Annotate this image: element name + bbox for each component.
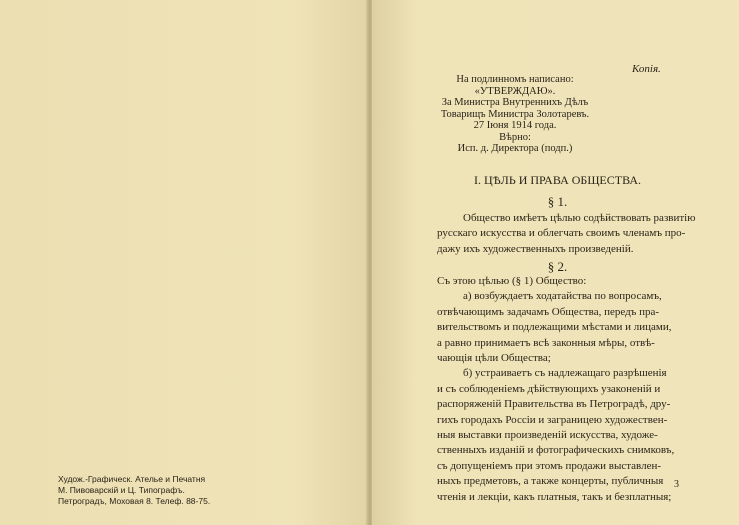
text-line: чтенія и лекціи, какъ платныя, такъ и безплатныя;	[437, 490, 672, 503]
copy-mark: Копія.	[632, 63, 661, 75]
approval-block	[410, 74, 620, 155]
paragraph-1-text	[437, 211, 695, 257]
paragraph-mark-1: § 1.	[547, 194, 568, 209]
text-line: б) устраиваетъ съ надлежащаго разрѣшенія	[463, 367, 667, 380]
text-line: вительствомъ и подлежащими мѣстами и лицами,	[437, 321, 672, 334]
text-line: русскаго искусства и облегчать своимъ членамъ про-	[437, 227, 686, 240]
paragraph-mark-2: § 2.	[547, 259, 568, 274]
approval-line: На подлинномъ написано:	[456, 74, 574, 85]
text-line: ныхъ предметовъ, а также концерты, публичныя	[437, 475, 664, 488]
approval-line: Исп. д. Директора (подп.)	[457, 143, 573, 154]
text-line: Съ этою цѣлью (§ 1) Общество:	[437, 275, 587, 287]
paragraph-2-text	[437, 274, 695, 505]
section-title: I. ЦѢЛЬ И ПРАВА ОБЩЕСТВА.	[473, 173, 642, 187]
text-line: съ допущеніемъ при этомъ продажи выставлен-	[437, 459, 662, 472]
text-line: Общество имѣетъ цѣлью содѣйствовать развитію	[463, 212, 696, 224]
approval-line: 27 Іюня 1914 года.	[473, 120, 557, 131]
approval-line: Вѣрно:	[499, 131, 531, 143]
imprint-line: М. Пивоварскій и Ц. Типографъ.	[58, 485, 185, 495]
text-line: чающія цѣли Общества;	[437, 352, 551, 365]
imprint-line: Худож.-Графическ. Ателье и Печатня	[58, 474, 206, 484]
approval-line: За Министра Внутреннихъ Дѣлъ	[441, 97, 589, 108]
text-line: дажу ихъ художественныхъ произведеній.	[437, 242, 634, 255]
text-line: распоряженій Правительства въ Петроградѣ, дру-	[437, 398, 671, 411]
approval-line: «УТВЕРЖДАЮ».	[474, 85, 556, 97]
imprint-line: Петроградъ, Моховая 8. Телеф. 88-75.	[58, 496, 211, 506]
printer-imprint	[58, 474, 210, 507]
page-number: 3	[674, 479, 679, 490]
text-line: и съ соблюденіемъ дѣйствующихъ узаконеній и	[437, 382, 661, 395]
text-line: ственныхъ изданій и фотографическихъ снимковъ,	[437, 444, 675, 457]
approval-line: Товарищъ Министра Золотаревъ.	[440, 108, 590, 120]
text-line: а равно принимаетъ всѣ законныя мѣры, отвѣ-	[437, 336, 655, 349]
text-line: отвѣчающимъ задачамъ Общества, передъ пра-	[437, 305, 660, 318]
text-line: гихъ городахъ Россіи и заграницею художествен-	[437, 413, 668, 426]
text-line: ныя выставки произведеній искусства, художе-	[437, 429, 658, 442]
text-line: а) возбуждаетъ ходатайства по вопросамъ,	[463, 290, 662, 303]
left-page	[0, 0, 368, 525]
